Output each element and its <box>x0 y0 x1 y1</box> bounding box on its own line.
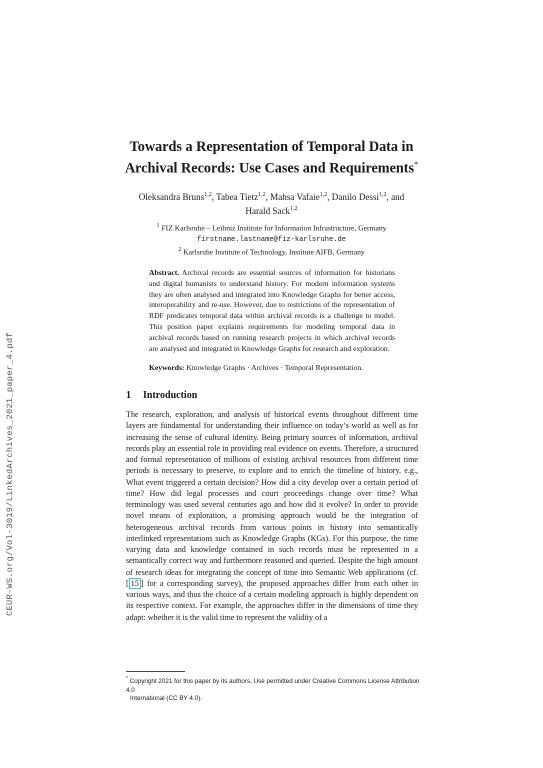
author-name: Mahsa Vafaie <box>270 192 320 203</box>
footnote-mark: * <box>126 676 128 682</box>
title-line-1: Towards a Representation of Temporal Data in <box>129 139 414 155</box>
section-heading <box>126 390 197 401</box>
paper-title <box>60 138 483 178</box>
affiliation-1: FIZ Karlsruhe – Leibniz Institute for Information Infrastructure, Germany <box>161 223 387 233</box>
author-affiliation-mark: 1,2 <box>258 192 266 198</box>
footnote-line-2: International (CC BY 4.0). <box>130 695 202 703</box>
body-paragraph: The research, exploration, and analysis of historical events throughout different time layers are fundamental for understanding their influence on today’s world as well as for increasing the sense of cultural identity. Being primary sources of information, archival records play an essential role in providing real evidence on events. Therefore, a structured and formal representation of millions of existing archival resources from different time periods is necessary to preserve, to explore and to enrich the timeline of history, e.g., What event triggered a certain decision? How did a city develop over a certain period of time? How did legal processes and court proceedings change over time? What terminology was used several centuries ago and how did it evolve? In order to provide novel means of exploration, a promising approach would be the integration of heterogeneous archival records from various points in history into semantically interlinked representations such as Knowledge Graphs (KGs). For this purpose, the time varying data and knowledge contained in such records must be represented in a semantically correct way and furthermore reasoned and queried. Despite the high amount of research ideas for integrating the concept of time into Semantic Web applications (cf. [ 15 ] for a corresponding survey), the proposed approaches differ from each other in various ways, and thus the choice of a certain modeling approach is highly dependent on its respective context. For example, the approaches differ in the dimensions of time they adapt: whether it is the valid time to represent the validity of a <box>126 410 418 622</box>
author-affiliation-mark: 1,2 <box>379 192 387 198</box>
citation-link[interactable]: 15 <box>130 578 139 588</box>
keywords-text: Knowledge Graphs · Archives · Temporal Representation. <box>186 363 364 372</box>
author-name: Harald Sack <box>245 206 291 217</box>
title-footnote-mark: * <box>414 160 419 169</box>
sidebar-text: CEUR-WS.org/Vol-3019/LinkedArchives_2021_paper_4.pdf <box>5 332 15 616</box>
abstract <box>149 268 395 354</box>
body-text: The research, exploration, and analysis of historical events throughout different time layers are fundamental for understanding their influence on today’s world as well as for increasing the sense of cultural identity. Being primary sources of information, archival records play an essential role in providing real evidence on events. Therefore, a structured and formal representation of millions of existing archival resources from different time periods is necessary to preserve, to explore and to enrich the timeline of history, e.g., What event triggered a certain decision? How did a city develop over a certain period of time? How did legal processes and court proceedings change over time? What terminology was used several centuries ago and how did it evolve? In order to provide novel means of exploration, a promising approach would be the integration of heterogeneous archival records from various points in history into semantically interlinked representations such as Knowledge Graphs (KGs). For this purpose, the time varying data and knowledge contained in such records must be represented in a semantically correct way and furthermore reasoned and queried. Despite the high amount of research ideas for integrating the concept of time into Semantic Web applications (cf. <box>126 410 418 577</box>
author-list: Oleksandra Bruns$^{1,2}$, Tabea Tietz$^{1,2}$, Mahsa Vafaie$^{1,2}$, Danilo Dessì$^{1,2}$, and Harald Sack$^{1,2}$ <box>138 192 405 217</box>
abstract-text: Archival records are essential sources of information for historians and digital humanists to understand history. For modern information systems they are often analysed and integrated into Knowledge Graphs for better access, interoperability and re-use. However, due to restrictions of the representation of RDF predicates temporal data within archival records is a challenge to model. This position paper explains requirements for modeling temporal data in archival records based on running research projects in which archival records are analysed and integrated in Knowledge Graphs for research and exploration. <box>149 268 395 353</box>
footnote-divider <box>126 671 185 672</box>
affiliation-number: 1 <box>156 223 160 229</box>
author-name: Oleksandra Bruns <box>138 192 205 203</box>
footnote-line-1: Copyright 2021 for this paper by its authors. Use permitted under Creative Commons License Attribution 4.0 <box>126 678 420 694</box>
author-affiliation-mark: 1,2 <box>204 192 212 198</box>
section-title: Introduction <box>143 390 198 401</box>
affiliation-2: Karlsruhe Institute of Technology, Institute AIFB, Germany <box>183 247 365 257</box>
title-line-2: Archival Records: Use Cases and Requirements <box>124 160 415 177</box>
keywords <box>149 363 395 373</box>
author-affiliation-mark: 1,2 <box>290 206 298 213</box>
author-name: Danilo Dessì <box>331 192 380 203</box>
author-affiliation-mark: 1,2 <box>319 192 328 198</box>
section-number: 1 <box>126 390 131 401</box>
author-email: firstname.lastname@fiz-karlsruhe.de <box>197 235 346 244</box>
keywords-label: Keywords: <box>149 363 185 372</box>
author-name: Tabea Tietz <box>216 192 259 203</box>
footnote <box>126 675 426 704</box>
affiliation-number: 2 <box>178 246 182 253</box>
abstract-label: Abstract. <box>149 268 180 277</box>
affiliations <box>60 221 483 257</box>
arxiv-sidebar-identifier <box>4 294 16 654</box>
body-text-continued: for a corresponding survey), the proposed approaches differ from each other in various ways, and thus the choice of a certain modeling approach is highly dependent on its respective context. For example, the approaches differ in the dimensions of time they adapt: whether it is the valid time to represent the validity of a <box>126 578 418 622</box>
author-conjunction: and <box>391 192 405 203</box>
